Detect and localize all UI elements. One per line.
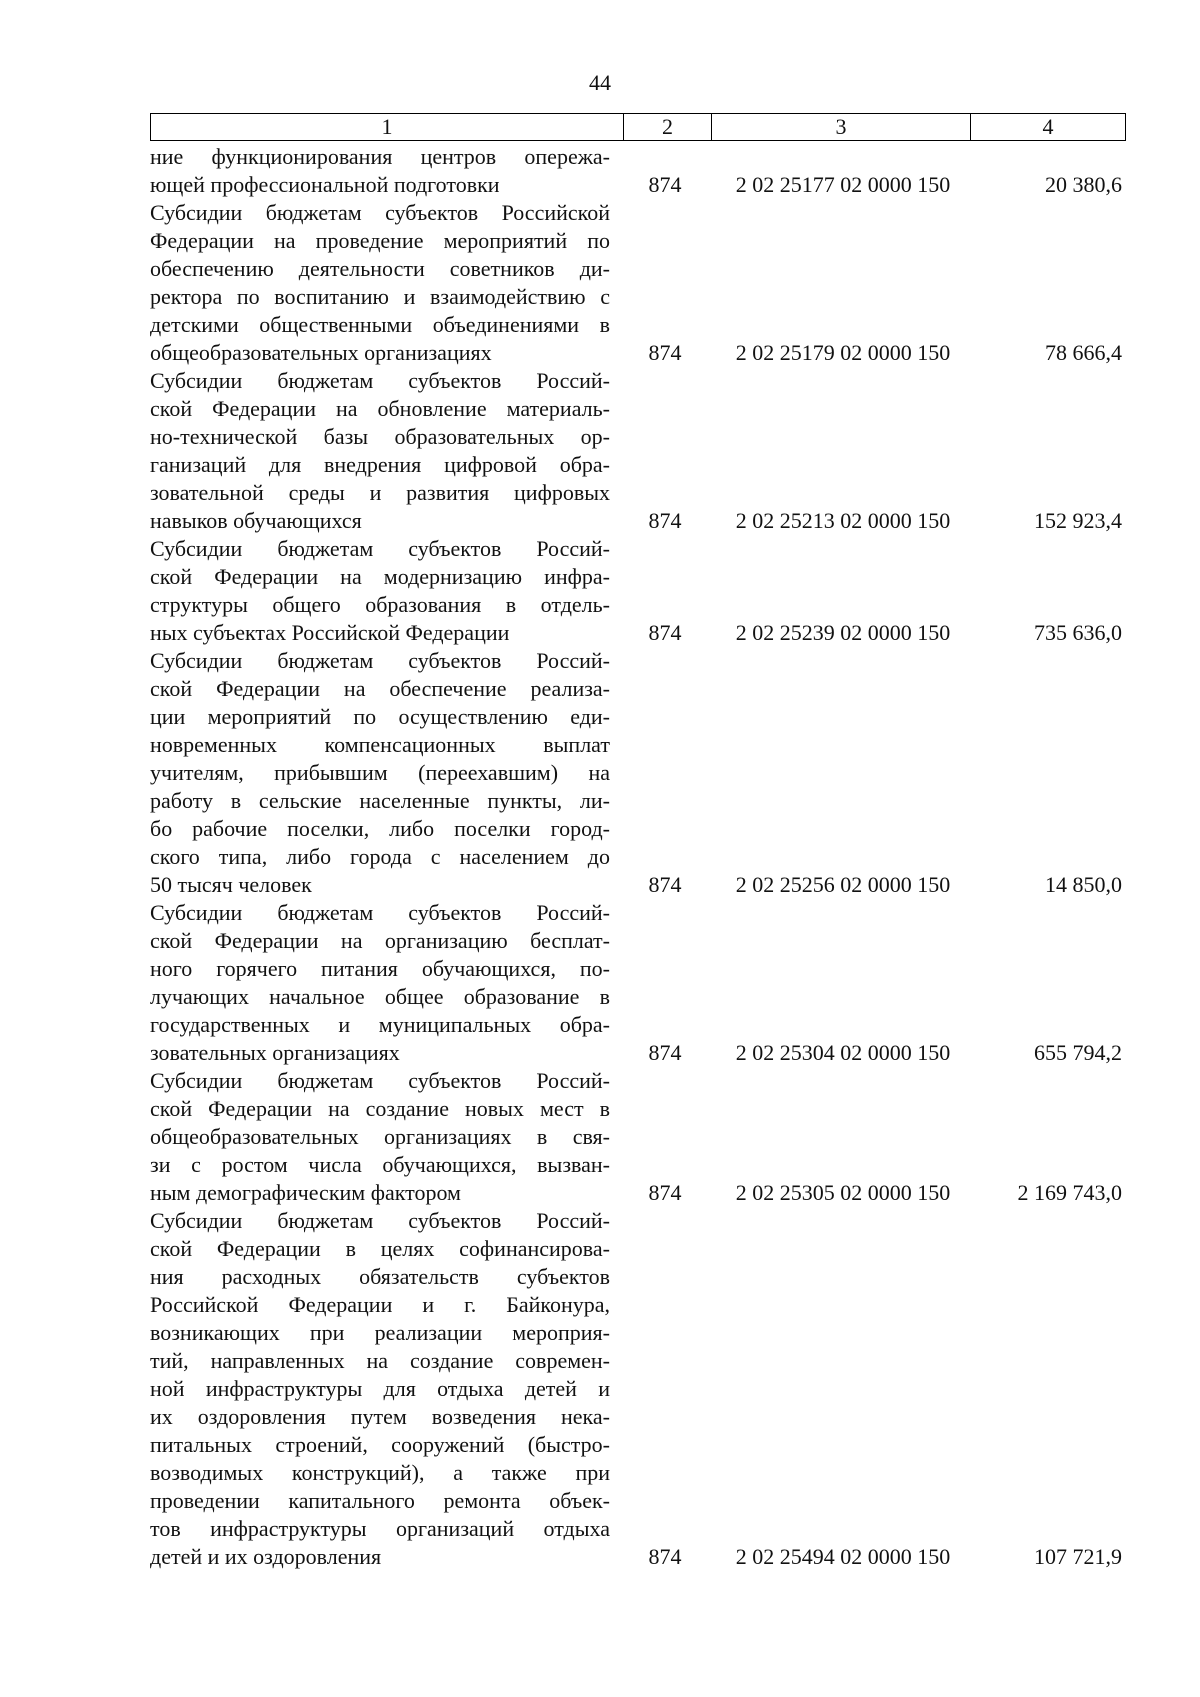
description-line: ной инфраструктуры для отдыха детей и: [150, 1376, 610, 1401]
row-description: [150, 899, 610, 1067]
description-line: Субсидии бюджетам субъектов Россий-: [150, 900, 610, 925]
description-line: навыков обучающихся: [150, 508, 362, 533]
table-row: [150, 535, 1126, 647]
description-line: ного горячего питания обучающихся, по-: [150, 956, 610, 981]
row-amount: 20 380,6: [1045, 172, 1122, 197]
description-line: зовательной среды и развития цифровых: [150, 480, 610, 505]
description-line: ской Федерации на обеспечение реализа-: [150, 676, 610, 701]
description-line: ректора по воспитанию и взаимодействию с: [150, 284, 610, 309]
table-row: [150, 647, 1126, 899]
description-line: Российской Федерации и г. Байконура,: [150, 1292, 610, 1317]
description-line: лучающих начальное общее образование в: [150, 984, 610, 1009]
row-budget-code: 2 02 25256 02 0000 150: [735, 872, 951, 897]
header-col-4: 4: [1042, 114, 1054, 139]
description-line: тий, направленных на создание современ-: [150, 1348, 610, 1373]
row-budget-code: 2 02 25305 02 0000 150: [735, 1180, 951, 1205]
row-description: [150, 535, 610, 647]
table-row: [150, 899, 1126, 1067]
description-line: Субсидии бюджетам субъектов Российской: [150, 200, 610, 225]
description-line: ганизаций для внедрения цифровой обра-: [150, 452, 610, 477]
table-row: [150, 143, 1126, 199]
description-line: ных субъектах Российской Федерации: [150, 620, 510, 645]
row-admin-code: 874: [648, 172, 682, 197]
row-description: [150, 1067, 610, 1207]
description-line: тов инфраструктуры организаций отдыха: [150, 1516, 610, 1541]
row-admin-code: 874: [648, 620, 682, 645]
row-admin-code: 874: [648, 1040, 682, 1065]
description-line: работу в сельские населенные пункты, ли-: [150, 788, 610, 813]
description-line: ской Федерации на организацию бесплат-: [150, 928, 610, 953]
row-budget-code: 2 02 25494 02 0000 150: [735, 1544, 951, 1569]
description-line: питальных строений, сооружений (быстро-: [150, 1432, 610, 1457]
row-description: [150, 647, 610, 899]
description-line: зовательных организациях: [150, 1040, 400, 1065]
description-line: их оздоровления путем возведения нека-: [150, 1404, 610, 1429]
description-line: Субсидии бюджетам субъектов Россий-: [150, 536, 610, 561]
row-amount: 78 666,4: [1045, 340, 1122, 365]
row-admin-code: 874: [648, 872, 682, 897]
description-line: но-технической базы образовательных ор-: [150, 424, 610, 449]
table-row: [150, 367, 1126, 535]
table-row: [150, 199, 1126, 367]
row-amount: 2 169 743,0: [1017, 1180, 1122, 1205]
description-line: ным демографическим фактором: [150, 1180, 461, 1205]
row-budget-code: 2 02 25304 02 0000 150: [735, 1040, 951, 1065]
description-line: проведении капитального ремонта объек-: [150, 1488, 610, 1513]
row-budget-code: 2 02 25239 02 0000 150: [735, 620, 951, 645]
row-amount: 152 923,4: [1034, 508, 1122, 533]
page-number: 44: [589, 70, 611, 95]
description-line: Субсидии бюджетам субъектов Россий-: [150, 1208, 610, 1233]
description-line: ской Федерации на создание новых мест в: [150, 1096, 610, 1121]
description-line: ния расходных обязательств субъектов: [150, 1264, 610, 1289]
row-budget-code: 2 02 25213 02 0000 150: [735, 508, 951, 533]
description-line: ние функционирования центров опережа-: [150, 144, 610, 169]
description-line: возникающих при реализации мероприя-: [150, 1320, 610, 1345]
description-line: детей и их оздоровления: [150, 1544, 382, 1569]
description-line: Субсидии бюджетам субъектов Россий-: [150, 648, 610, 673]
row-amount: 655 794,2: [1034, 1040, 1122, 1065]
description-line: детскими общественными объединениями в: [150, 312, 610, 337]
row-description: [150, 143, 610, 199]
row-admin-code: 874: [648, 1180, 682, 1205]
description-line: структуры общего образования в отдель-: [150, 592, 610, 617]
description-line: общеобразовательных организациях в свя-: [150, 1124, 610, 1149]
description-line: государственных и муниципальных обра-: [150, 1012, 610, 1037]
row-description: [150, 199, 610, 367]
header-col-1: 1: [151, 114, 624, 140]
table-body: [150, 143, 1126, 1571]
row-admin-code: 874: [648, 1544, 682, 1569]
row-amount: 735 636,0: [1034, 620, 1122, 645]
description-line: Субсидии бюджетам субъектов Россий-: [150, 1068, 610, 1093]
description-line: Федерации на проведение мероприятий по: [150, 228, 610, 253]
description-line: ской Федерации в целях софинансирова-: [150, 1236, 610, 1261]
table-row: [150, 1067, 1126, 1207]
header-col-3: 3: [712, 114, 971, 140]
description-line: учителям, прибывшим (переехавшим) на: [150, 760, 610, 785]
row-budget-code: 2 02 25177 02 0000 150: [735, 172, 951, 197]
table-header: [150, 113, 1126, 141]
description-line: 50 тысяч человек: [150, 872, 312, 897]
description-line: ции мероприятий по осуществлению еди-: [150, 704, 610, 729]
description-line: Субсидии бюджетам субъектов Россий-: [150, 368, 610, 393]
table-row: [150, 1207, 1126, 1571]
description-line: ской Федерации на модернизацию инфра-: [150, 564, 610, 589]
description-line: ского типа, либо города с населением до: [150, 844, 610, 869]
row-amount: 107 721,9: [1034, 1544, 1122, 1569]
description-line: ющей профессиональной подготовки: [150, 172, 500, 197]
description-line: зи с ростом числа обучающихся, вызван-: [150, 1152, 610, 1177]
header-col-2: 2: [624, 114, 712, 140]
description-line: новременных компенсационных выплат: [150, 732, 610, 757]
row-budget-code: 2 02 25179 02 0000 150: [735, 340, 951, 365]
description-line: обеспечению деятельности советников ди-: [150, 256, 610, 281]
description-line: возводимых конструкций), а также при: [150, 1460, 610, 1485]
row-admin-code: 874: [648, 508, 682, 533]
row-amount: 14 850,0: [1045, 872, 1122, 897]
description-line: бо рабочие поселки, либо поселки город-: [150, 816, 610, 841]
description-line: ской Федерации на обновление материаль-: [150, 396, 610, 421]
row-description: [150, 1207, 610, 1571]
row-description: [150, 367, 610, 535]
description-line: общеобразовательных организациях: [150, 340, 492, 365]
row-admin-code: 874: [648, 340, 682, 365]
